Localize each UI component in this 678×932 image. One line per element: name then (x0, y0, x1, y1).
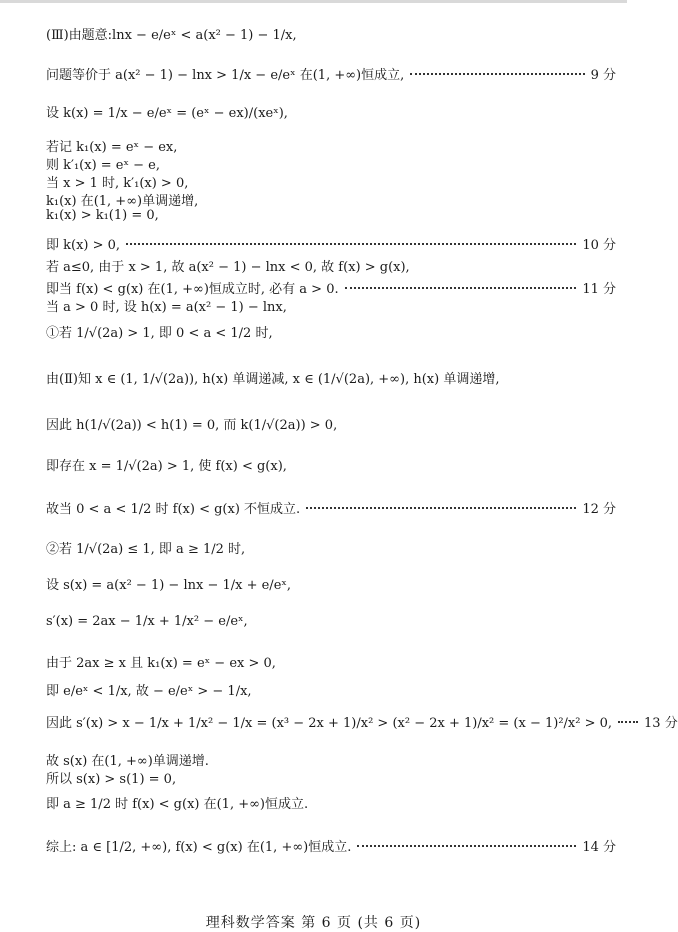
solution-line-text: 即当 f(x) < g(x) 在(1, +∞)恒成立时, 必有 a > 0. (46, 282, 339, 297)
solution-line (46, 455, 616, 474)
solution-line-text: 设 k(x) = 1/x − e/eˣ = (eˣ − ex)/(xeˣ), (46, 106, 288, 121)
leader-dots (126, 243, 576, 245)
solution-line (46, 296, 616, 315)
score-mark: 10 分 (582, 238, 616, 253)
score-mark: 14 分 (582, 840, 616, 855)
solution-line-text: 若 a≤0, 由于 x > 1, 故 a(x² − 1) − lnx < 0, 故 f(x) > g(x), (46, 260, 410, 275)
solution-line (46, 368, 616, 387)
solution-line-text: k₁(x) 在(1, +∞)单调递增, (46, 194, 199, 209)
solution-line (46, 712, 678, 731)
solution-line-text: 即 a ≥ 1/2 时 f(x) < g(x) 在(1, +∞)恒成立. (46, 797, 309, 812)
solution-line (46, 836, 616, 855)
leader-dots (618, 721, 638, 723)
leader-dots (357, 845, 576, 847)
page-footer: 理科数学答案 第 6 页 (共 6 页) (205, 915, 422, 931)
solution-line-text: 综上: a ∈ [1/2, +∞), f(x) < g(x) 在(1, +∞)恒成立. (46, 840, 352, 855)
solution-line-text: 若记 k₁(x) = eˣ − ex, (46, 140, 178, 155)
solution-line-text: (Ⅲ)由题意:lnx − e/eˣ < a(x² − 1) − 1/x, (46, 28, 297, 43)
score-mark: 12 分 (582, 502, 616, 517)
score-mark: 13 分 (644, 716, 678, 731)
solution-line (46, 64, 616, 83)
solution-line-text: 则 k′₁(x) = eˣ − e, (46, 158, 160, 173)
solution-line (46, 652, 616, 671)
solution-line (46, 614, 616, 629)
solution-line (46, 190, 616, 209)
solution-line (46, 154, 616, 173)
solution-line-text: 问题等价于 a(x² − 1) − lnx > 1/x − e/eˣ 在(1, +∞)恒成立, (46, 68, 405, 83)
solution-line (46, 750, 616, 769)
solution-line (46, 172, 616, 191)
solution-line-text: 即 e/eˣ < 1/x, 故 − e/eˣ > − 1/x, (46, 684, 252, 699)
solution-line-text: 即 k(x) > 0, (46, 238, 121, 253)
solution-line (46, 208, 616, 223)
solution-line-text: ①若 1/√(2a) > 1, 即 0 < a < 1/2 时, (46, 326, 273, 341)
solution-line-text: 故 s(x) 在(1, +∞)单调递增. (46, 754, 209, 769)
solution-line (46, 322, 616, 341)
solution-line-text: 因此 h(1/√(2a)) < h(1) = 0, 而 k(1/√(2a)) > 0, (46, 418, 338, 433)
leader-dots (410, 73, 584, 75)
solution-line-text: 所以 s(x) > s(1) = 0, (46, 772, 177, 787)
solution-line-text: s′(x) = 2ax − 1/x + 1/x² − e/eˣ, (46, 614, 248, 629)
solution-line-text: ②若 1/√(2a) ≤ 1, 即 a ≥ 1/2 时, (46, 542, 246, 557)
solution-line-text: 故当 0 < a < 1/2 时 f(x) < g(x) 不恒成立. (46, 502, 301, 517)
solution-line (46, 102, 616, 121)
solution-line-text: 由于 2ax ≥ x 且 k₁(x) = eˣ − ex > 0, (46, 656, 276, 671)
leader-dots (306, 507, 576, 509)
solution-line (46, 278, 616, 297)
solution-line-text: 当 a > 0 时, 设 h(x) = a(x² − 1) − lnx, (46, 300, 287, 315)
solution-line (46, 24, 616, 43)
solution-line-text: 由(Ⅱ)知 x ∈ (1, 1/√(2a)), h(x) 单调递减, x ∈ (1/√(2a), +∞), h(x) 单调递增, (46, 372, 500, 387)
solution-line (46, 768, 616, 787)
solution-line-text: 因此 s′(x) > x − 1/x + 1/x² − 1/x = (x³ − 2x + 1)/x² > (x² − 2x + 1)/x² = (x − 1)²/x² > 0, (46, 716, 613, 731)
solution-line (46, 538, 616, 557)
solution-line (46, 574, 616, 593)
solution-line-text: 当 x > 1 时, k′₁(x) > 0, (46, 176, 189, 191)
leader-dots (345, 287, 577, 289)
score-mark: 11 分 (582, 282, 616, 297)
score-mark: 9 分 (590, 68, 616, 83)
solution-line (46, 136, 616, 155)
solution-line (46, 414, 616, 433)
solution-line (46, 256, 616, 275)
solution-line-text: 设 s(x) = a(x² − 1) − lnx − 1/x + e/eˣ, (46, 578, 292, 593)
solution-line (46, 680, 616, 699)
solution-line-text: 即存在 x = 1/√(2a) > 1, 使 f(x) < g(x), (46, 459, 287, 474)
top-border (0, 0, 627, 3)
solution-line (46, 234, 616, 253)
solution-line (46, 793, 616, 812)
solution-line (46, 498, 616, 517)
solution-line-text: k₁(x) > k₁(1) = 0, (46, 208, 159, 223)
